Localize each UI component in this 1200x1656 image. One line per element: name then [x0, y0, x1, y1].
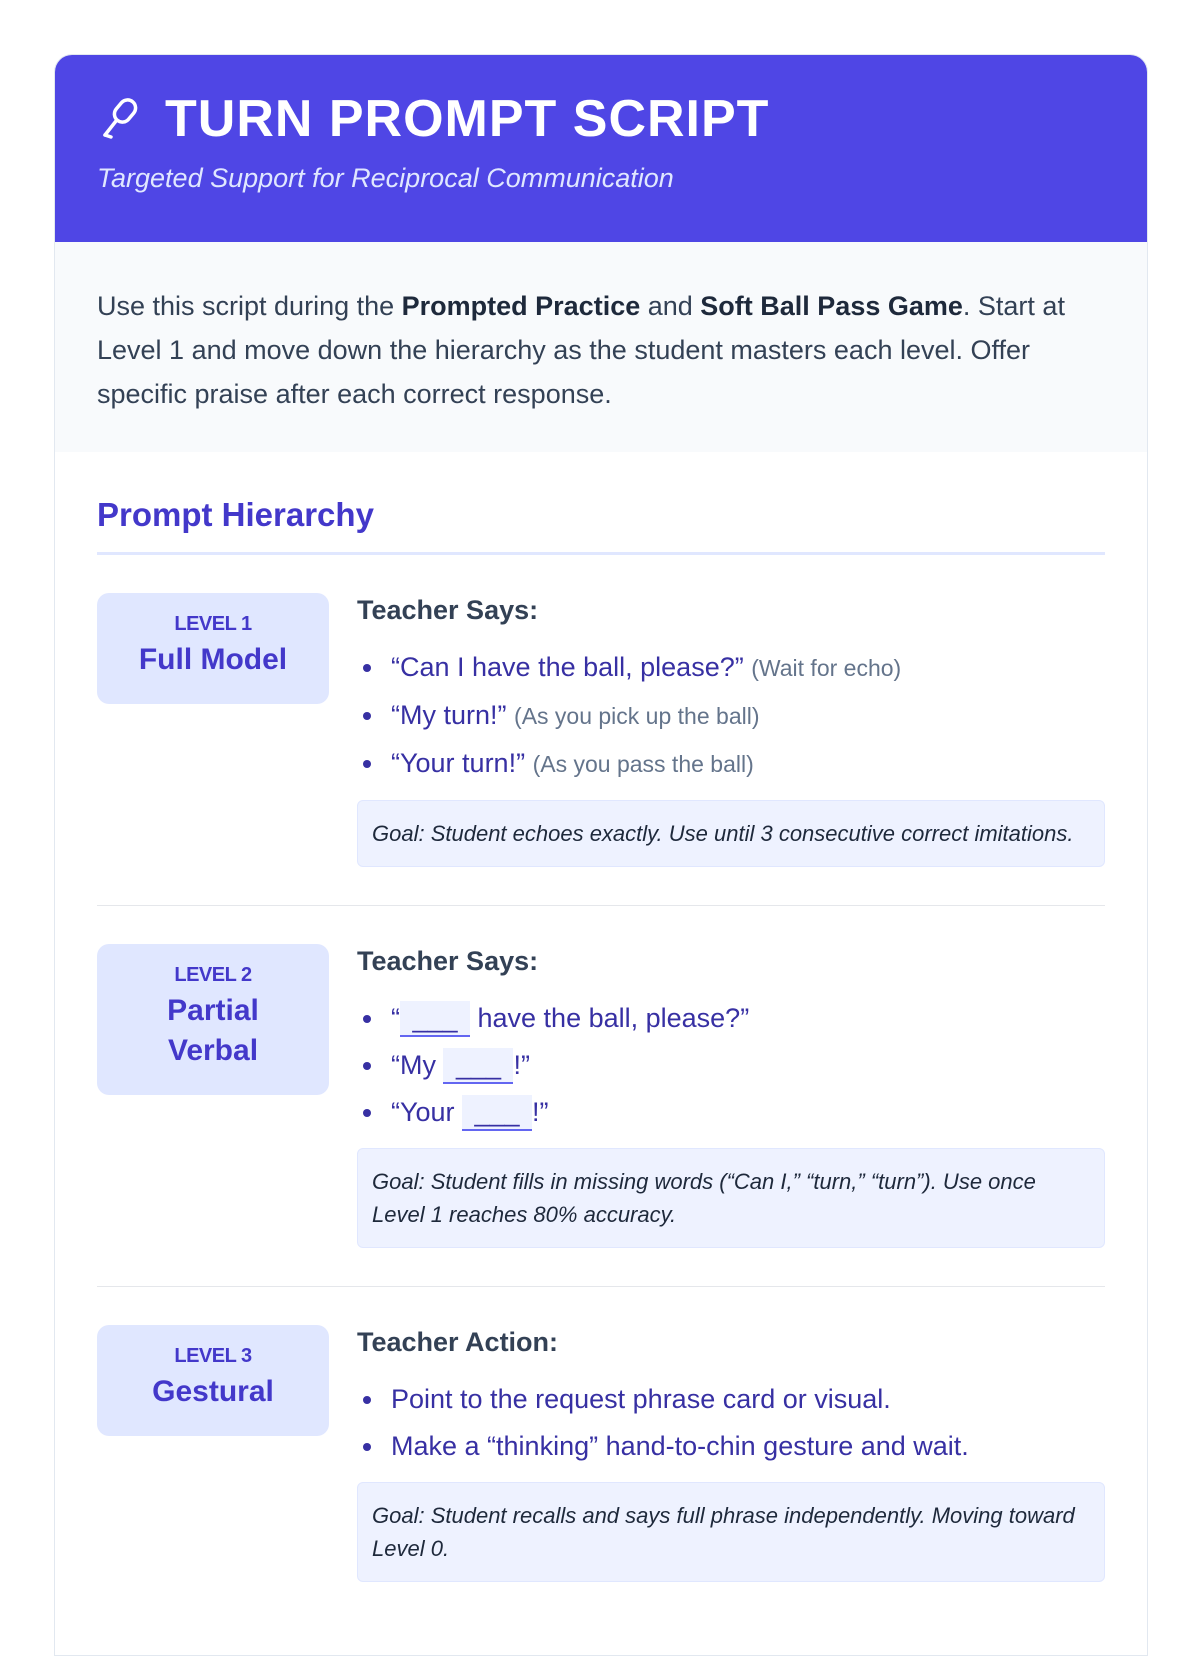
script-card — [54, 54, 1148, 1656]
script-line-note: (As you pass the ball) — [532, 751, 754, 777]
script-line — [357, 1376, 1105, 1423]
level-badge — [97, 944, 329, 1095]
level-heading: Teacher Action: — [357, 1327, 559, 1357]
level-heading: Teacher Says: — [357, 946, 539, 976]
level-badge — [97, 1325, 329, 1436]
script-line-note: (Wait for echo) — [751, 655, 902, 681]
page-subtitle: Targeted Support for Reciprocal Communication — [97, 163, 674, 193]
level-body — [357, 593, 1105, 867]
level-heading: Teacher Says: — [357, 595, 539, 625]
prompt-hierarchy-section — [55, 496, 1147, 1620]
script-line-note: (As you pick up the ball) — [514, 703, 760, 729]
script-line-text: Point to the request phrase card or visual. — [391, 1384, 891, 1414]
level-name: Partial Verbal — [167, 994, 259, 1067]
level-2 — [97, 906, 1105, 1287]
script-line — [357, 995, 1105, 1042]
header — [55, 55, 1147, 242]
level-3 — [97, 1287, 1105, 1620]
intro-bold-activity-1: Prompted Practice — [401, 291, 641, 321]
page-title: TURN PROMPT SCRIPT — [165, 90, 770, 148]
section-title: Prompt Hierarchy — [97, 496, 1105, 555]
script-line — [357, 1042, 1105, 1089]
fill-in-blank: ___ — [443, 1048, 513, 1084]
level-name: Full Model — [138, 643, 288, 676]
fill-in-blank: ___ — [462, 1095, 532, 1131]
intro-bold-activity-2: Soft Ball Pass Game — [700, 291, 963, 321]
script-line — [357, 692, 1105, 740]
script-line — [357, 1089, 1105, 1136]
script-line-prefix: “ — [391, 1003, 400, 1033]
level-number: LEVEL 1 — [174, 613, 252, 635]
level-number: LEVEL 2 — [174, 964, 252, 986]
script-lines — [357, 995, 1105, 1136]
script-line — [357, 644, 1105, 692]
title-row — [97, 89, 1105, 149]
script-line-suffix: have the ball, please?” — [470, 1003, 750, 1033]
level-name: Gestural — [152, 1375, 274, 1408]
level-number: LEVEL 3 — [174, 1345, 252, 1367]
goal-box: Goal: Student echoes exactly. Use until 3 consecutive correct imitations. — [357, 800, 1105, 867]
script-lines — [357, 1376, 1105, 1470]
level-badge — [97, 593, 329, 704]
intro-paragraph — [55, 242, 1147, 452]
script-line-prefix: “Your — [391, 1097, 463, 1127]
script-line-text: Make a “thinking” hand-to-chin gesture and wait. — [391, 1431, 969, 1461]
script-line-prefix: “My — [391, 1050, 444, 1080]
script-lines — [357, 644, 1105, 788]
intro-text: Use this script during the — [97, 291, 402, 321]
script-line-text: “Can I have the ball, please?” — [391, 652, 744, 682]
goal-box: Goal: Student recalls and says full phrase independently. Moving toward Level 0. — [357, 1482, 1105, 1582]
script-line-suffix: !” — [532, 1097, 549, 1127]
level-body — [357, 1325, 1105, 1582]
script-line — [357, 740, 1105, 788]
intro-text: . Start at Level 1 and move down the hierarchy as the student masters each level. Offer specific praise after each correct response. — [97, 291, 1065, 409]
script-line-text: “My turn!” — [391, 700, 507, 730]
script-line — [357, 1423, 1105, 1470]
intro-text: and — [640, 291, 701, 321]
level-1 — [97, 555, 1105, 906]
level-body — [357, 944, 1105, 1248]
script-line-suffix: !” — [513, 1050, 530, 1080]
fill-in-blank: ___ — [400, 1001, 470, 1037]
goal-box: Goal: Student fills in missing words (“Can I,” “turn,” “turn”). Use once Level 1 reaches 80% accuracy. — [357, 1148, 1105, 1248]
microphone-icon — [97, 95, 145, 143]
script-line-text: “Your turn!” — [391, 748, 526, 778]
